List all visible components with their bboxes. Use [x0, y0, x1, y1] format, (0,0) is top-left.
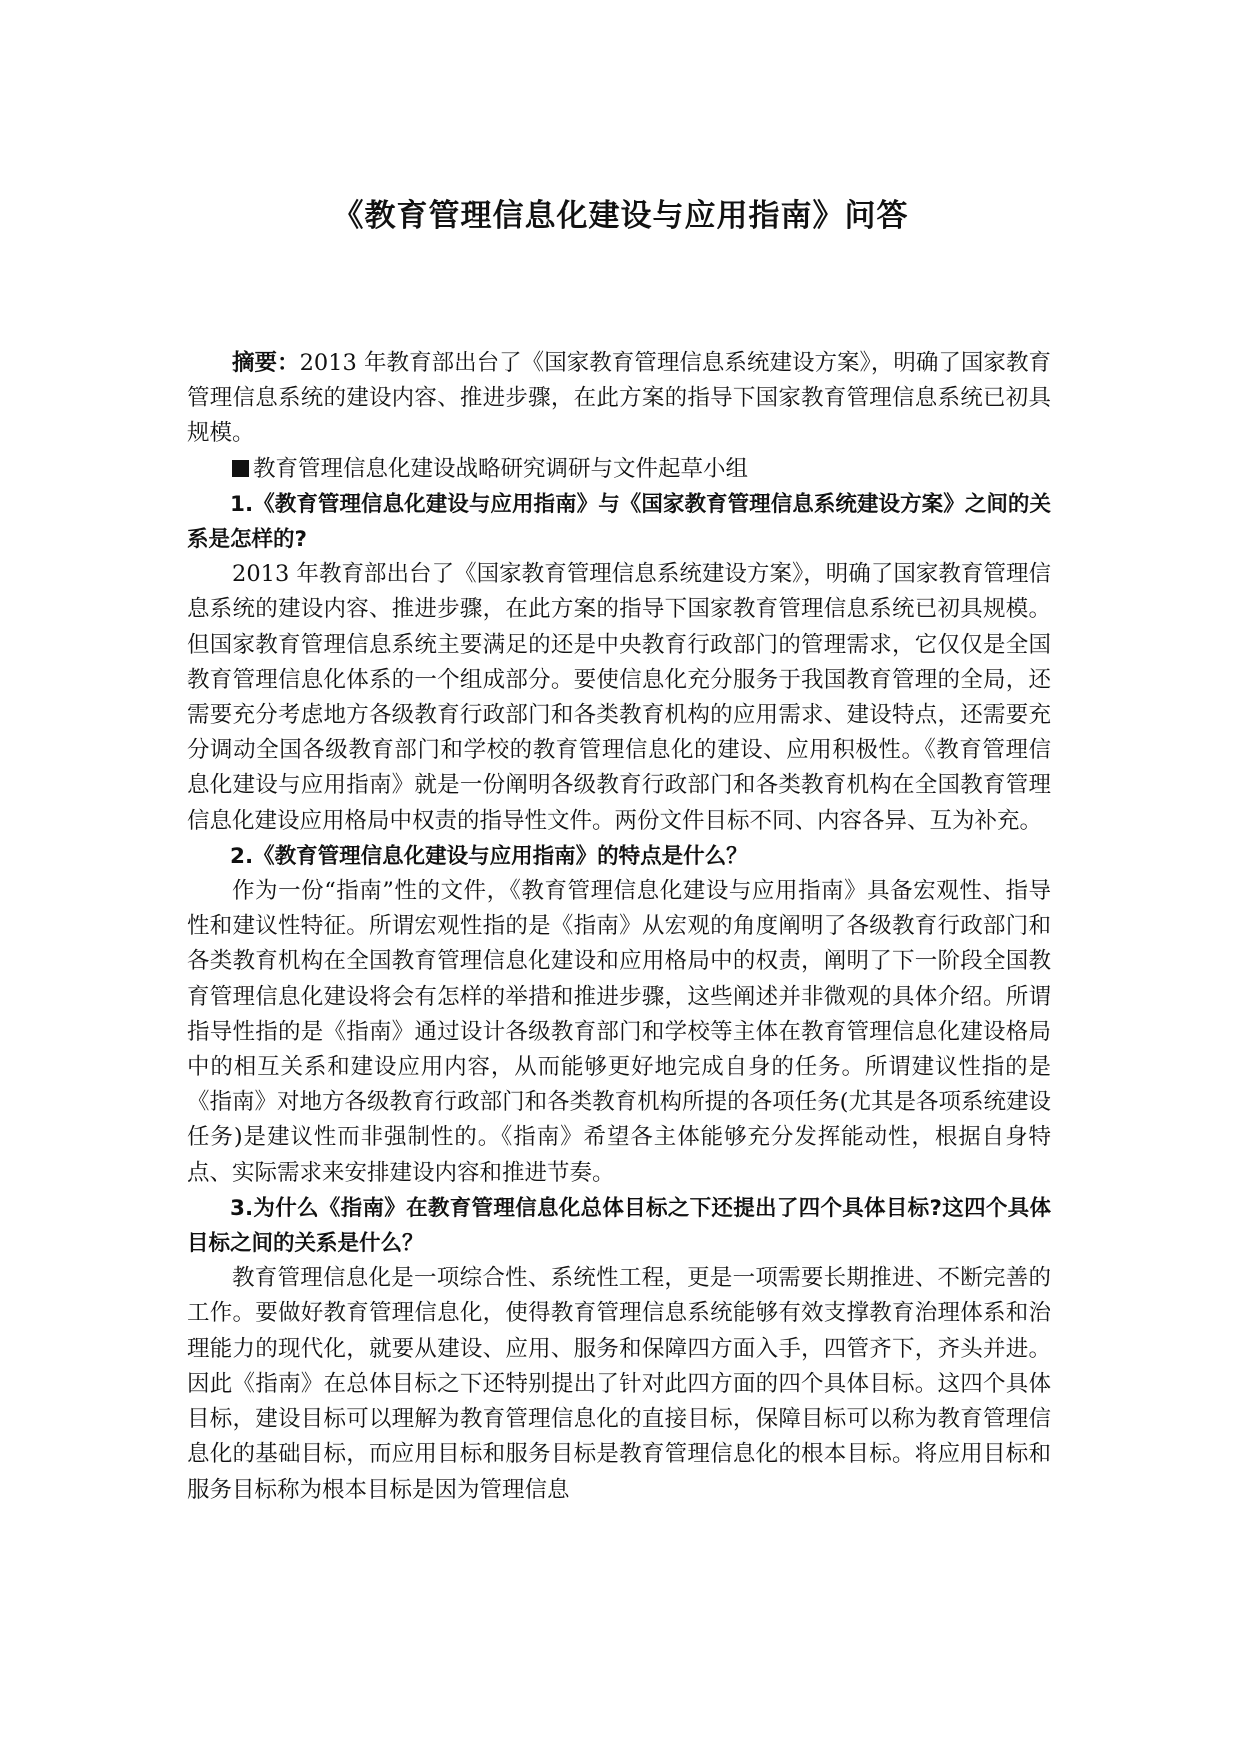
square-bullet-icon	[232, 460, 249, 477]
answer-1: 2013 年教育部出台了《国家教育管理信息系统建设方案》，明确了国家教育管理信息系统的建设内容、推进步骤，在此方案的指导下国家教育管理信息系统已初具规模。但国家教育管理信息系统主要满足的还是中央教育行政部门的管理需求，它仅仅是全国教育管理信息化体系的一个组成部分。要使信息化充分服务于我国教育管理的全局，还需要充分考虑地方各级教育行政部门和各类教育机构的应用需求、建设特点，还需要充分调动全国各级教育部门和学校的教育管理信息化的建设、应用积极性。《教育管理信息化建设与应用指南》就是一份阐明各级教育行政部门和各类教育机构在全国教育管理信息化建设应用格局中权责的指导性文件。两份文件目标不同、内容各异、互为补充。	[187, 561, 1051, 834]
byline	[187, 452, 1051, 487]
abstract-label: 摘要：	[232, 350, 300, 376]
document-body	[187, 346, 1051, 1508]
question-1: 1.《教育管理信息化建设与应用指南》与《国家教育管理信息系统建设方案》之间的关系是怎样的?	[187, 491, 1051, 553]
question-3: 3.为什么《指南》在教育管理信息化总体目标之下还提出了四个具体目标?这四个具体目标之间的关系是什么？	[187, 1195, 1051, 1257]
byline-text: 教育管理信息化建设战略研究调研与文件起草小组	[253, 455, 749, 482]
answer-3: 教育管理信息化是一项综合性、系统性工程，更是一项需要长期推进、不断完善的工作。要做好教育管理信息化，使得教育管理信息系统能够有效支撑教育治理体系和治理能力的现代化，就要从建设、应用、服务和保障四方面入手，四管齐下，齐头并进。因此《指南》在总体目标之下还特别提出了针对此四方面的四个具体目标。这四个具体目标，建设目标可以理解为教育管理信息化的直接目标，保障目标可以称为教育管理信息化的基础目标，而应用目标和服务目标是教育管理信息化的根本目标。将应用目标和服务目标称为根本目标是因为管理信息	[187, 1265, 1051, 1503]
answer-2: 作为一份“指南”性的文件，《教育管理信息化建设与应用指南》具备宏观性、指导性和建议性特征。所谓宏观性指的是《指南》从宏观的角度阐明了各级教育行政部门和各类教育机构在全国教育管理信息化建设和应用格局中的权责，阐明了下一阶段全国教育管理信息化建设将会有怎样的举措和推进步骤，这些阐述并非微观的具体介绍。所谓指导性指的是《指南》通过设计各级教育部门和学校等主体在教育管理信息化建设格局中的相互关系和建设应用内容，从而能够更好地完成自身的任务。所谓建议性指的是《指南》对地方各级教育行政部门和各类教育机构所提的各项任务(尤其是各项系统建设任务)是建议性而非强制性的。《指南》希望各主体能够充分发挥能动性，根据自身特点、实际需求来安排建设内容和推进节奏。	[187, 878, 1051, 1186]
question-2: 2.《教育管理信息化建设与应用指南》的特点是什么？	[230, 843, 748, 869]
abstract-text: 2013 年教育部出台了《国家教育管理信息系统建设方案》，明确了国家教育管理信息系统的建设内容、推进步骤，在此方案的指导下国家教育管理信息系统已初具规模。	[187, 350, 1051, 447]
document-title: 《教育管理信息化建设与应用指南》问答	[332, 198, 909, 234]
abstract-paragraph	[187, 346, 1051, 452]
